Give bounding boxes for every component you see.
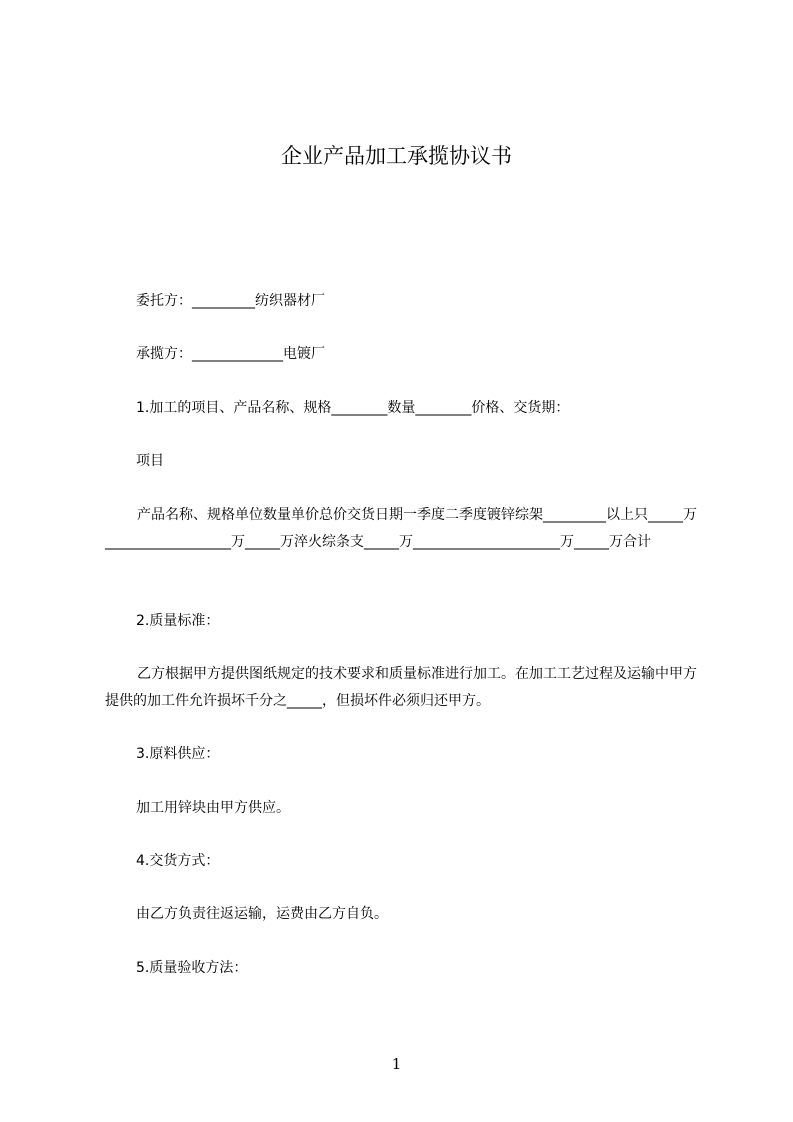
client-line: 委托方：_________纺织器材厂 bbox=[136, 293, 325, 309]
contractor-line: 承揽方：_____________电镀厂 bbox=[136, 346, 325, 362]
section-5-heading: 5.质量验收方法： bbox=[136, 960, 248, 976]
section-3-heading: 3.原料供应： bbox=[136, 746, 220, 762]
material-paragraph: 加工用锌块由甲方供应。 bbox=[136, 800, 290, 816]
section-4-heading: 4.交货方式： bbox=[136, 853, 220, 869]
delivery-paragraph: 由乙方负责往返运输，运费由乙方自负。 bbox=[136, 906, 388, 922]
item-label: 项目 bbox=[136, 453, 164, 469]
section-1-heading: 1.加工的项目、产品名称、规格________数量________价格、交货期： bbox=[136, 400, 570, 416]
quality-paragraph: 乙方根据甲方提供图纸规定的技术要求和质量标准进行加工。在加工工艺过程及运输中甲方提供的加工件允许损坏千分之_____，但损坏件必须归还甲方。 bbox=[105, 666, 697, 709]
section-2-heading: 2.质量标准： bbox=[136, 613, 220, 629]
page-number: 1 bbox=[391, 1055, 402, 1073]
document-title: 企业产品加工承揽协议书 bbox=[281, 144, 512, 168]
item-table-text: 产品名称、规格单位数量单价总价交货日期一季度二季度镀锌综架_________以上只_____万__________________万_____万淬火综条支_____万_____________________万_____万合计 bbox=[105, 507, 697, 550]
